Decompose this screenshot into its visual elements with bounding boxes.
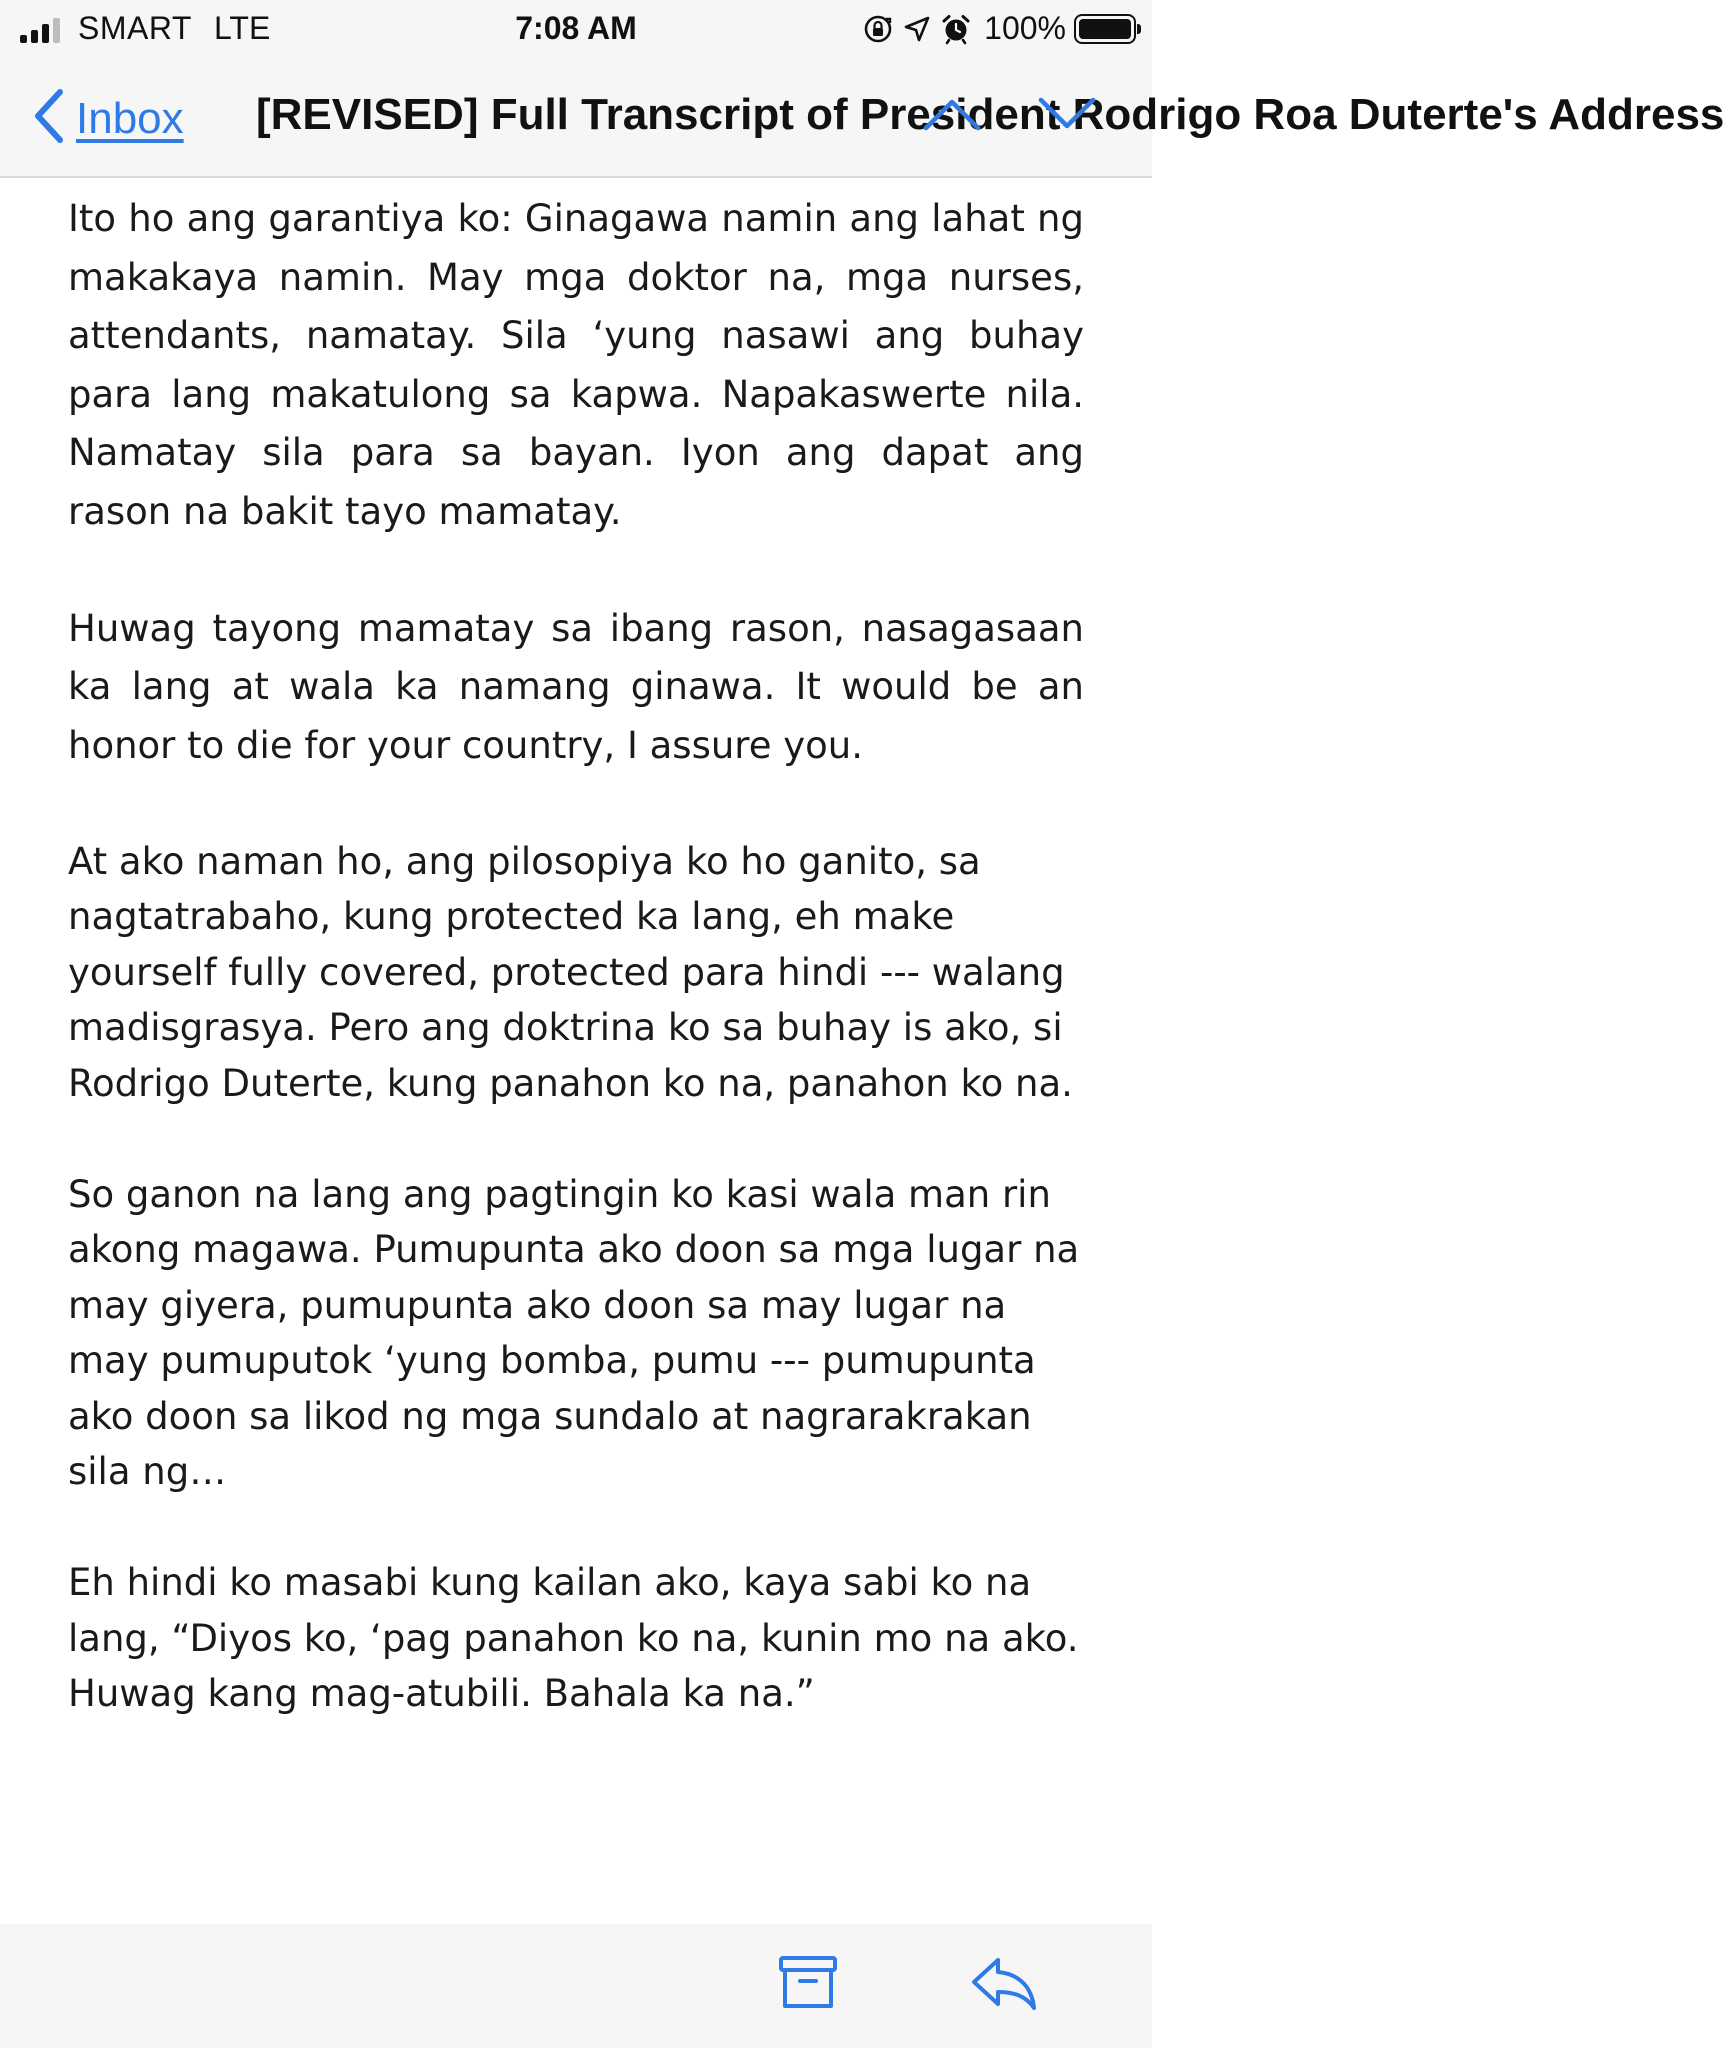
email-paragraph: Ito ho ang garantiya ko: Ginagawa namin ang lahat ng makakaya namin. May mga doktor na, mga nurses, attendants, namatay. Sila ‘yung nasawi ang buhay para lang makatulong sa kapwa. Napakaswerte nila. Namatay sila para sa bayan. Iyon ang dapat ang rason na bakit tayo mamatay. — [68, 197, 1084, 533]
next-message-button[interactable] — [1037, 94, 1097, 139]
status-icons — [862, 10, 1136, 47]
archive-icon — [778, 1954, 838, 2012]
battery-icon — [1074, 14, 1136, 44]
reply-button[interactable] — [970, 1954, 1038, 2017]
email-paragraph: So ganon na lang ang pagtingin ko kasi wala man rin akong magawa. Pumupunta ako doon sa mga lugar na may giyera, pumupunta ako doon sa may lugar na may pumuputok ‘yung bomba, pumu --- pumupunta ako doon sa likod ng mga sundalo at nagrarakrakan sila ng… — [68, 1172, 1080, 1493]
email-paragraph: Eh hindi ko masabi kung kailan ako, kaya sabi ko na lang, “Diyos ko, ‘pag panahon ko na, kunin mo na ako. Huwag kang mag-atubili. Bahala ka na.” — [68, 1561, 1079, 1715]
chevron-left-icon — [30, 86, 66, 151]
network-type: LTE — [214, 10, 271, 46]
chevron-down-icon — [1037, 94, 1097, 134]
alarm-icon — [940, 13, 972, 45]
reply-icon — [970, 1954, 1038, 2012]
status-bar — [0, 0, 1152, 58]
email-paragraph: Huwag tayong mamatay sa ibang rason, nasagasaan ka lang at wala ka namang ginawa. It would be an honor to die for your country, I assure you. — [68, 606, 1084, 767]
back-button-label: Inbox — [76, 93, 184, 143]
back-to-inbox-button[interactable] — [30, 86, 184, 151]
email-body[interactable] — [68, 178, 1084, 1924]
rotation-lock-icon — [862, 13, 894, 45]
clock: 7:08 AM — [515, 10, 637, 46]
archive-button[interactable] — [778, 1954, 838, 2017]
chevron-up-icon — [922, 94, 982, 134]
email-paragraph: At ako naman ho, ang pilosopiya ko ho ganito, sa nagtatrabaho, kung protected ka lang, eh make yourself fully covered, protected para hindi --- walang madisgrasya. Pero ang doktrina ko sa buhay is ako, si Rodrigo Duterte, kung panahon ko na, panahon ko na. — [68, 839, 1073, 1105]
location-icon — [902, 14, 932, 44]
previous-message-button[interactable] — [922, 94, 982, 139]
carrier-name: SMART — [78, 10, 192, 46]
navigation-bar — [0, 58, 1724, 178]
bottom-toolbar — [0, 1924, 1152, 2048]
email-subject-title: [REVISED] Full Transcript of President Rodrigo Roa Duterte's Address — [256, 90, 1724, 139]
battery-percent: 100% — [984, 10, 1066, 46]
